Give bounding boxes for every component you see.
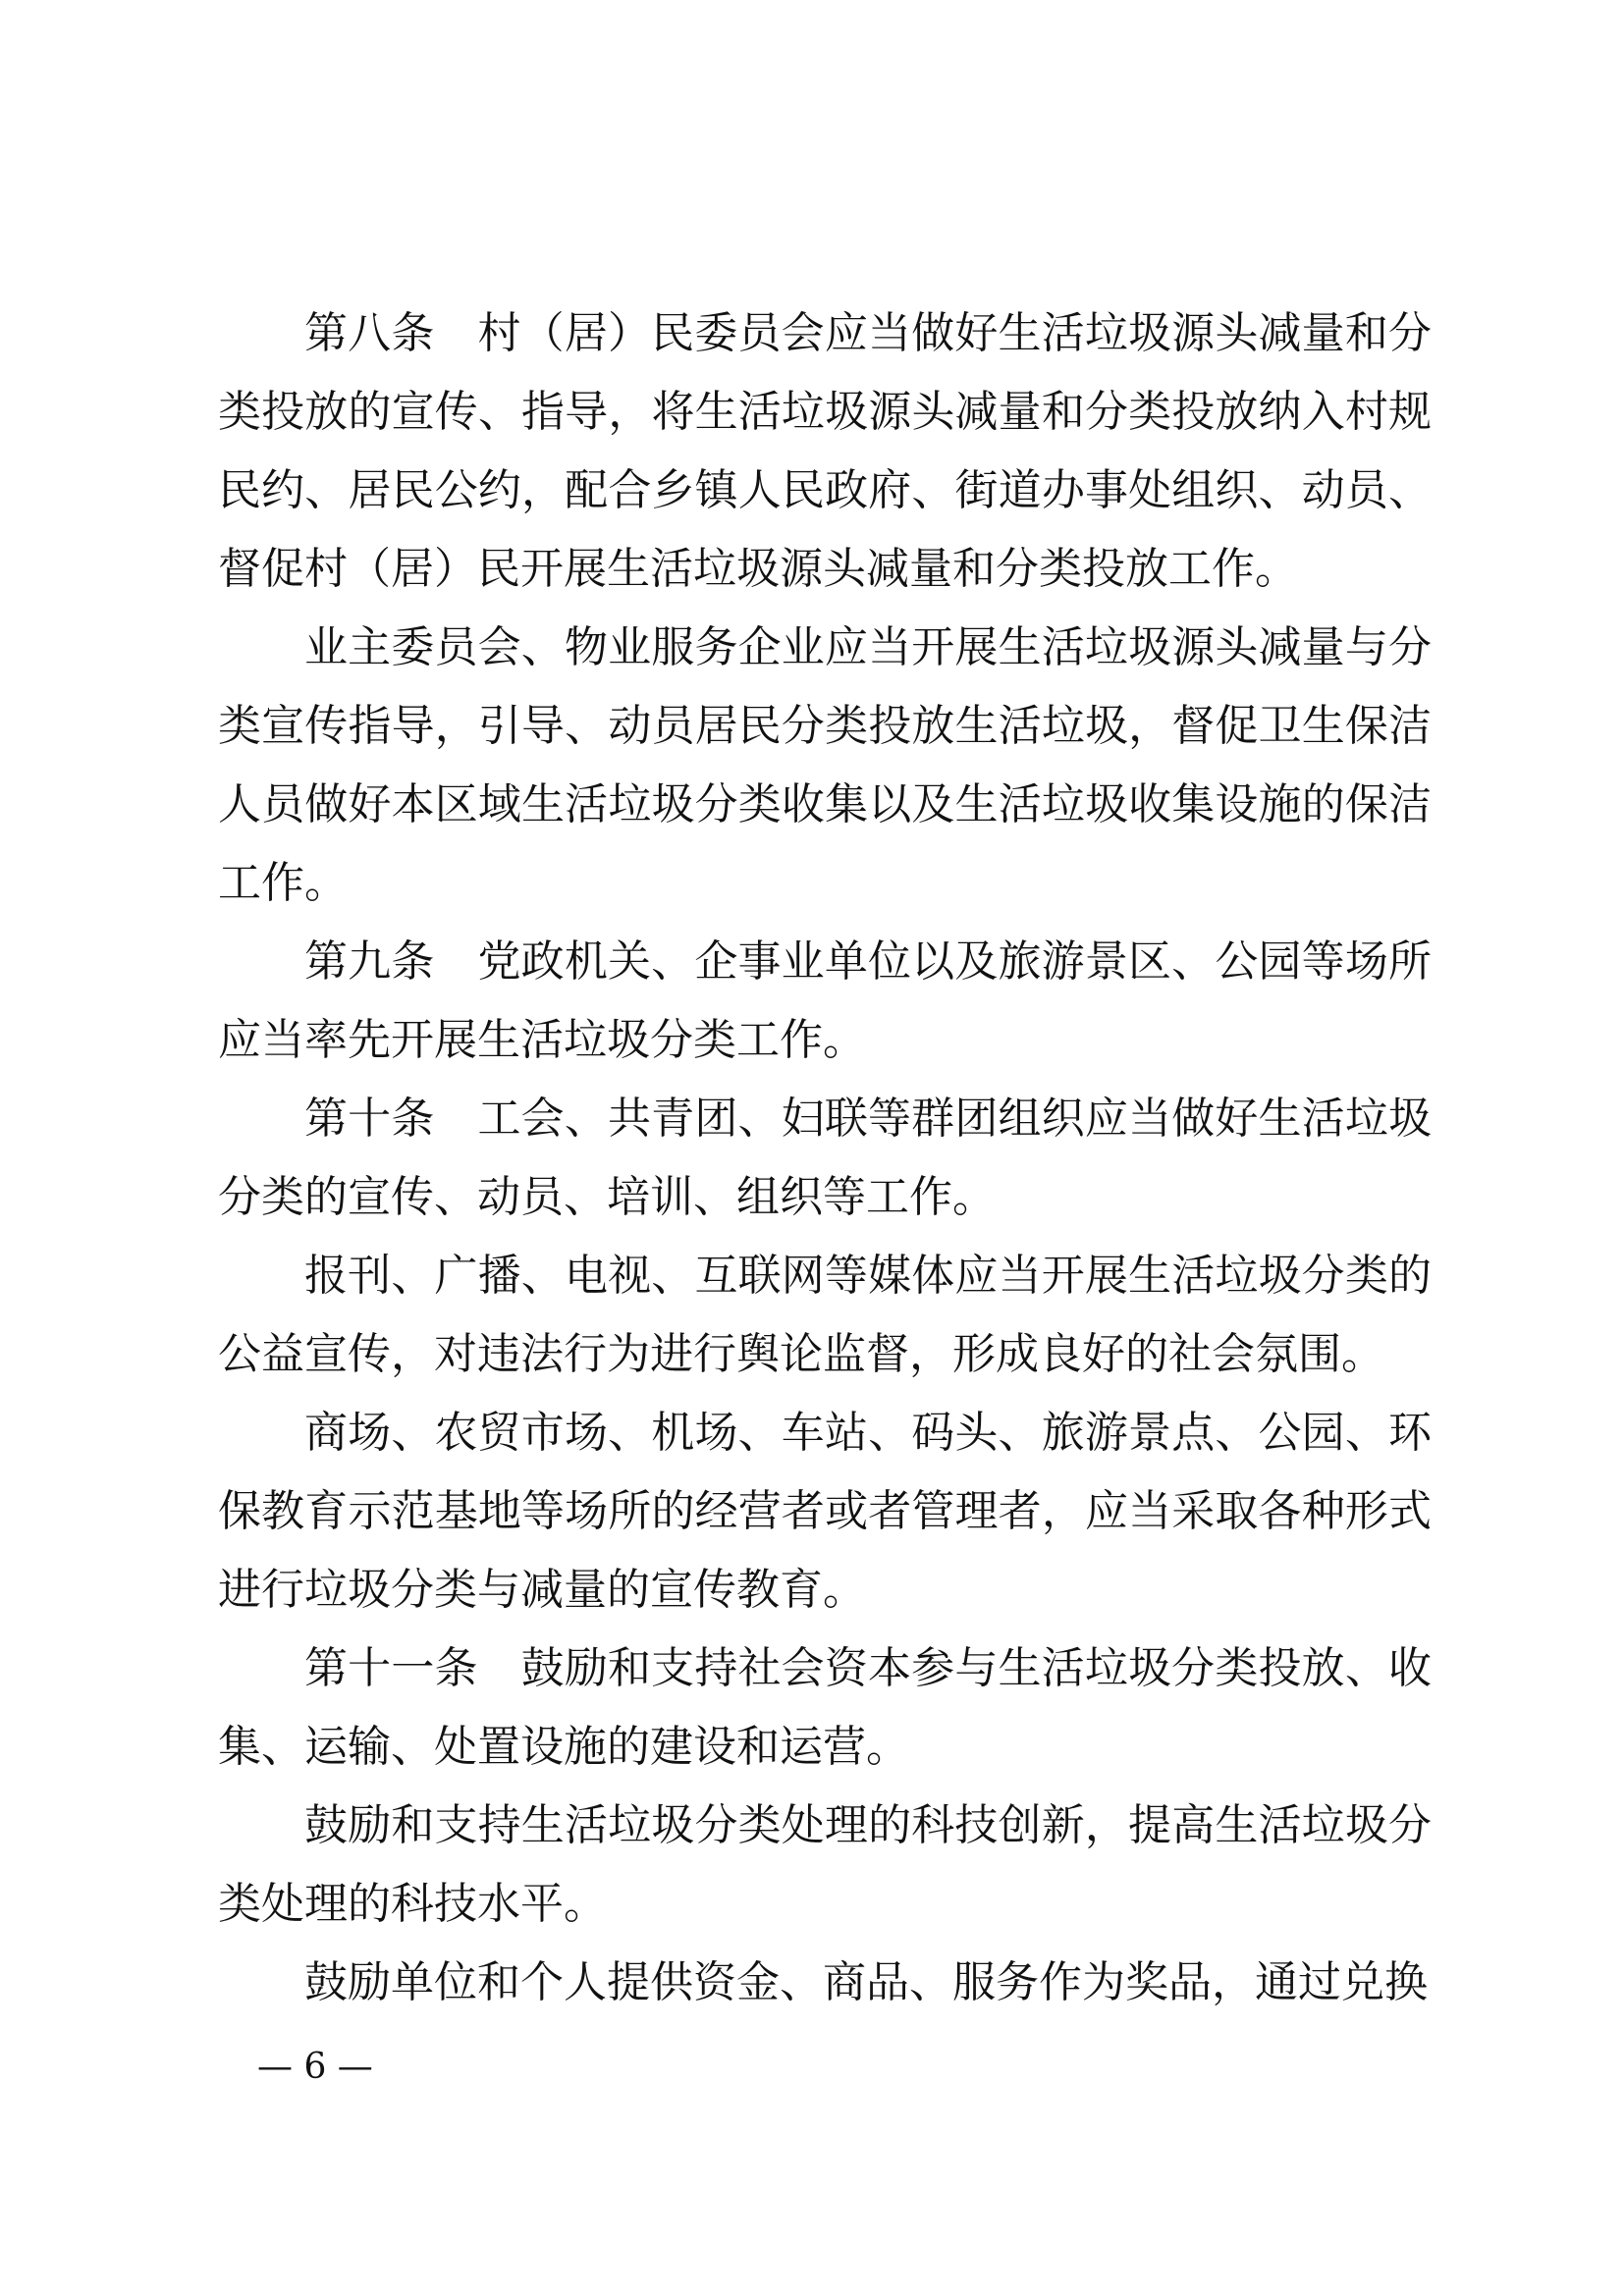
paragraph-text: 鼓励单位和个人提供资金、商品、服务作为奖品，通过兑换 xyxy=(304,1957,1428,2007)
paragraph-article-11 xyxy=(218,1629,1432,1787)
article-number: 第九条 xyxy=(304,936,435,987)
article-number: 第十一条 xyxy=(304,1643,478,1693)
paragraph-text: 商场、农贸市场、机场、车站、码头、旅游景点、公园、环保教育示范基地等场所的经营者或者管理者，应当采取各种形式进行垃圾分类与减量的宣传教育。 xyxy=(218,1408,1432,1615)
paragraph-rewards xyxy=(218,1944,1432,2022)
paragraph-text: 党政机关、企事业单位以及旅游景区、公园等场所应当率先开展生活垃圾分类工作。 xyxy=(218,936,1432,1065)
paragraph-text: 村（居）民委员会应当做好生活垃圾源头减量和分类投放的宣传、指导，将生活垃圾源头减量和分类投放纳入村规民约、居民公约，配合乡镇人民政府、街道办事处组织、动员、督促村（居）民开展生活垃圾源头减量和分类投放工作。 xyxy=(218,308,1432,594)
document-body xyxy=(218,294,1432,2022)
page-number: — 6 — xyxy=(257,2047,373,2087)
paragraph-text: 业主委员会、物业服务企业应当开展生活垃圾源头减量与分类宣传指导，引导、动员居民分类投放生活垃圾，督促卫生保洁人员做好本区域生活垃圾分类收集以及生活垃圾收集设施的保洁工作。 xyxy=(218,622,1432,908)
paragraph-text: 工会、共青团、妇联等群团组织应当做好生活垃圾分类的宣传、动员、培训、组织等工作。 xyxy=(218,1094,1432,1222)
paragraph-article-9 xyxy=(218,923,1432,1080)
article-number: 第十条 xyxy=(304,1094,435,1144)
paragraph-text: 鼓励和支持社会资本参与生活垃圾分类投放、收集、运输、处置设施的建设和运营。 xyxy=(218,1643,1433,1772)
paragraph-owners-committee xyxy=(218,609,1432,923)
paragraph-article-10 xyxy=(218,1080,1432,1237)
paragraph-tech-innovation xyxy=(218,1787,1432,1944)
paragraph-text: 鼓励和支持生活垃圾分类处理的科技创新，提高生活垃圾分类处理的科技水平。 xyxy=(218,1800,1432,1929)
paragraph-venues xyxy=(218,1394,1432,1629)
article-number: 第八条 xyxy=(304,308,435,358)
paragraph-text: 报刊、广播、电视、互联网等媒体应当开展生活垃圾分类的公益宣传，对违法行为进行舆论监督，形成良好的社会氛围。 xyxy=(218,1251,1432,1379)
paragraph-article-8 xyxy=(218,294,1432,609)
paragraph-media xyxy=(218,1237,1432,1394)
